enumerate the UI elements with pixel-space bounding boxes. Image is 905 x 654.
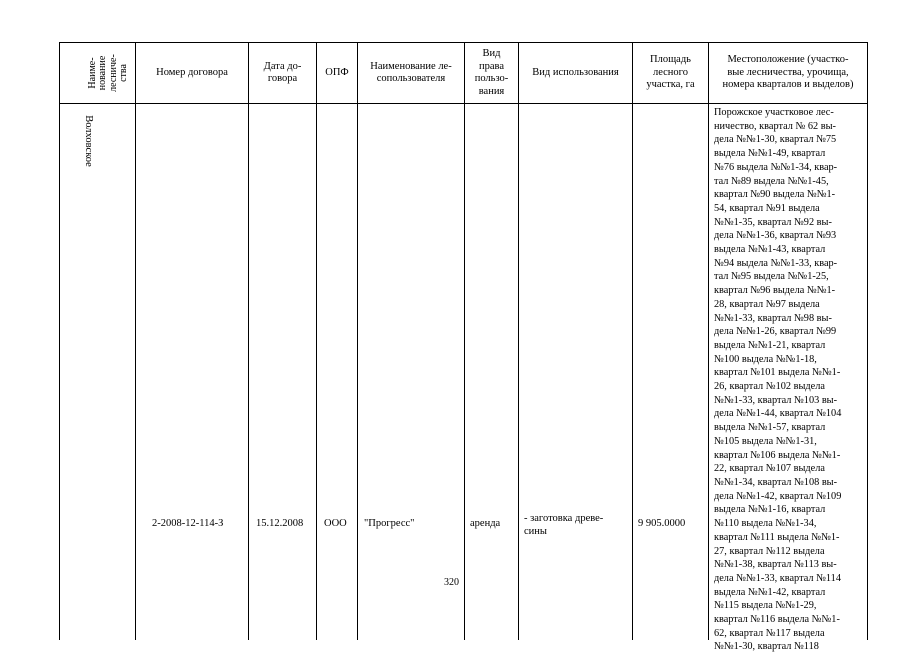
header-contract-date-label: Дата до- говора [263,60,302,84]
column-divider [632,42,633,640]
column-divider [135,42,136,640]
header-forestry [77,43,129,103]
cell-usage-type: - заготовка древе- сины [524,513,604,537]
cell-opf: ООО [324,518,347,529]
header-user-name [358,43,464,103]
header-right-type [465,43,518,103]
header-right-type-label: Вид права пользо- вания [474,48,509,97]
cell-forestry-value: Волховское [83,115,95,167]
cell-user-name: "Прогресс" [364,518,415,529]
cell-forestry [83,96,104,186]
cell-location: Порожское участковое лес- ничество, квартал № 62 вы- дела №№1-30, квартал №75 выдела №№1-49, квартал №76 выдела №№1-34, квар- тал №89 выдела №№1-45, квартал №90 выдела №№1- 54, квартал №91 выдела №№1-35, квартал №92 вы- дела №№1-36, квартал №93 выдела №№1-43, квартал №94 выдела №№1-33, квар- тал №95 выдела №№1-25, квартал №96 выдела №№1- 28, квартал №97 выдела №№1-33, квартал №98 вы- дела №№1-26, квартал №99 выдела №№1-21, квартал №100 выдела №№1-18, квартал №101 выдела №№1- 26, квартал №102 выдела №№1-33, квартал №103 вы- дела №№1-44, квартал №104 выдела №№1-57, квартал №105 выдела №№1-31, квартал №106 выдела №№1- 22, квартал №107 выдела №№1-34, квартал №108 вы- дела №№1-42, квартал №109 выдела №№1-16, квартал №110 выдела №№1-34, квартал №111 выдела №№1- 27, квартал №112 выдела №№1-38, квартал №113 вы- дела №№1-33, квартал №114 выдела №№1-42, квартал №115 выдела №№1-29, квартал №116 выдела №№1- 62, квартал №117 выдела №№1-30, квартал №118 [714,107,842,653]
column-divider [357,42,358,640]
header-location [709,43,867,103]
cell-area: 9 905.0000 [638,518,686,529]
header-contract-number-label: Номер договора [156,66,228,78]
column-divider [708,42,709,640]
column-divider [518,42,519,640]
header-area [633,43,708,103]
column-divider [59,42,60,640]
column-divider [867,42,868,640]
cell-contract-number: 2-2008-12-114-З [152,518,224,529]
header-location-label: Местоположение (участко- вые лесничества, урочища, номера кварталов и выделов) [722,54,854,91]
header-usage-type [519,43,632,103]
column-divider [248,42,249,640]
cell-right-type: аренда [470,518,501,529]
header-usage-type-label: Вид использования [532,66,619,78]
header-forestry-label: Наиме- нование лесниче- ства [86,54,129,92]
table-header-bottom-border [59,103,867,104]
page-number: 320 [444,577,459,588]
column-divider [464,42,465,640]
header-opf [317,43,357,103]
cell-contract-date: 15.12.2008 [256,518,304,529]
header-contract-date [249,43,316,103]
header-user-name-label: Наименование ле- сопользователя [370,60,452,84]
header-contract-number [136,43,248,103]
header-opf-label: ОПФ [325,66,349,78]
header-area-label: Площадь лесного участка, га [646,54,695,91]
column-divider [316,42,317,640]
